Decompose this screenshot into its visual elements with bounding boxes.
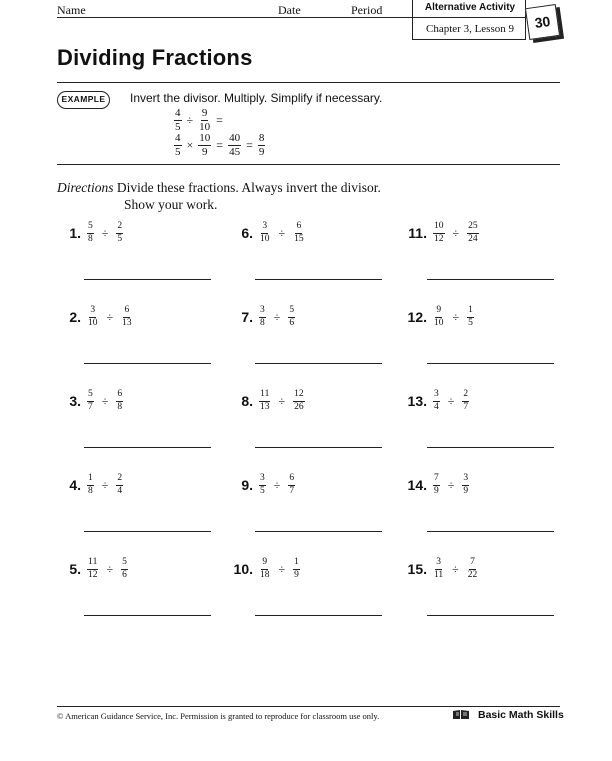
denominator: 5 xyxy=(175,146,181,158)
fraction-dividend xyxy=(259,558,271,580)
answer-line[interactable] xyxy=(255,615,382,616)
problem-number: 6. xyxy=(241,225,253,241)
example-instruction: Invert the divisor. Multiply. Simplify if necessary. xyxy=(130,91,383,105)
answer-line[interactable] xyxy=(427,363,554,364)
problem-number: 8. xyxy=(241,393,253,409)
fraction xyxy=(174,108,182,133)
answer-line[interactable] xyxy=(427,447,554,448)
answer-line[interactable] xyxy=(84,363,211,364)
numerator: 5 xyxy=(288,306,295,318)
numerator: 5 xyxy=(87,390,94,402)
denominator: 5 xyxy=(468,317,473,328)
problem-4 xyxy=(57,474,123,496)
numerator: 4 xyxy=(175,107,181,119)
denominator: 4 xyxy=(434,401,439,412)
example-badge: EXAMPLE xyxy=(57,91,110,109)
fraction xyxy=(258,133,266,158)
fraction-divisor xyxy=(467,306,474,328)
denominator: 7 xyxy=(289,485,295,496)
date-label: Date xyxy=(278,3,301,17)
fraction-divisor xyxy=(116,222,123,244)
equals-sign: = xyxy=(216,113,223,127)
fraction-divisor xyxy=(293,390,305,412)
divide-sign: ÷ xyxy=(101,477,109,492)
problem-14 xyxy=(400,474,469,496)
denominator: 9 xyxy=(258,146,265,158)
fraction-divisor xyxy=(121,306,133,328)
denominator: 6 xyxy=(122,569,127,580)
denominator: 4 xyxy=(117,485,123,496)
denominator: 12 xyxy=(434,233,444,244)
answer-line[interactable] xyxy=(427,615,554,616)
fraction-divisor xyxy=(467,222,479,244)
divide-sign: ÷ xyxy=(186,113,194,127)
numerator: 7 xyxy=(469,558,476,570)
answer-line[interactable] xyxy=(84,447,211,448)
numerator: 6 xyxy=(295,222,302,234)
activity-box xyxy=(412,0,526,40)
divide-sign: ÷ xyxy=(101,393,109,408)
problem-number: 2. xyxy=(69,309,81,325)
divide-sign: ÷ xyxy=(106,561,114,576)
numerator: 10 xyxy=(433,222,445,234)
fraction-dividend xyxy=(259,222,271,244)
problem-number: 1. xyxy=(69,225,81,241)
problem-6 xyxy=(228,222,305,244)
numerator: 3 xyxy=(433,390,440,402)
numerator: 3 xyxy=(462,474,469,486)
problem-3 xyxy=(57,390,123,412)
fraction-dividend xyxy=(87,306,99,328)
answer-line[interactable] xyxy=(255,447,382,448)
denominator: 12 xyxy=(88,569,98,580)
numerator: 2 xyxy=(116,222,123,234)
title-rule xyxy=(57,82,560,83)
problem-number: 4. xyxy=(69,477,81,493)
denominator: 5 xyxy=(117,233,123,244)
denominator: 9 xyxy=(202,146,208,158)
fraction-divisor xyxy=(116,474,123,496)
problem-5 xyxy=(57,558,128,580)
numerator: 40 xyxy=(229,132,241,144)
divide-sign: ÷ xyxy=(447,477,455,492)
problem-number: 5. xyxy=(69,561,81,577)
denominator: 24 xyxy=(468,233,478,244)
problem-7 xyxy=(228,306,295,328)
answer-line[interactable] xyxy=(427,279,554,280)
fraction-divisor xyxy=(293,222,305,244)
fraction-divisor xyxy=(293,558,300,580)
numerator: 9 xyxy=(435,306,442,318)
fraction-dividend xyxy=(259,390,271,412)
fraction xyxy=(198,133,211,158)
problem-10 xyxy=(228,558,300,580)
denominator: 8 xyxy=(117,401,123,412)
copyright-notice: © American Guidance Service, Inc. Permission is granted to reproduce for classroom use only. xyxy=(57,711,380,721)
denominator: 9 xyxy=(463,485,469,496)
fraction-dividend xyxy=(433,558,444,580)
divide-sign: ÷ xyxy=(273,477,281,492)
numerator: 12 xyxy=(293,390,305,402)
numerator: 10 xyxy=(199,132,211,144)
fraction-divisor xyxy=(288,306,295,328)
footer-rule xyxy=(57,706,560,707)
denominator: 6 xyxy=(289,317,295,328)
denominator: 5 xyxy=(260,485,265,496)
numerator: 11 xyxy=(87,558,98,570)
problem-number: 11. xyxy=(408,225,427,241)
divide-sign: ÷ xyxy=(278,393,286,408)
fraction-divisor xyxy=(116,390,123,412)
book-title: Basic Math Skills xyxy=(478,709,564,721)
denominator: 7 xyxy=(463,401,469,412)
answer-line[interactable] xyxy=(84,531,211,532)
denominator: 10 xyxy=(434,317,444,328)
divide-sign: ÷ xyxy=(273,309,281,324)
activity-number-badge: 30 xyxy=(525,4,560,40)
problem-1 xyxy=(57,222,123,244)
multiply-sign: × xyxy=(186,138,194,152)
problem-2 xyxy=(57,306,133,328)
fraction xyxy=(198,108,211,133)
answer-line[interactable] xyxy=(255,531,382,532)
problem-12 xyxy=(400,306,474,328)
book-icon xyxy=(452,709,470,720)
numerator: 2 xyxy=(462,390,469,402)
activity-title: Alternative Activity xyxy=(424,2,516,13)
problem-number: 9. xyxy=(241,477,253,493)
fraction-dividend xyxy=(259,474,266,496)
denominator: 8 xyxy=(88,485,93,496)
denominator: 22 xyxy=(467,569,478,580)
answer-line[interactable] xyxy=(427,531,554,532)
answer-line[interactable] xyxy=(255,279,382,280)
divide-sign: ÷ xyxy=(452,309,460,324)
denominator: 26 xyxy=(294,401,304,412)
period-label: Period xyxy=(351,3,383,17)
numerator: 25 xyxy=(467,222,479,234)
directions-label: Directions xyxy=(57,180,114,195)
numerator: 1 xyxy=(87,474,94,486)
divide-sign: ÷ xyxy=(101,225,109,240)
directions-line-1: Divide these fractions. Always invert the divisor. xyxy=(116,180,381,195)
numerator: 1 xyxy=(293,558,300,570)
fraction-dividend xyxy=(87,474,94,496)
fraction-divisor xyxy=(288,474,295,496)
numerator: 4 xyxy=(175,132,181,144)
example-line-2 xyxy=(174,133,265,158)
fraction-dividend xyxy=(87,222,94,244)
denominator: 8 xyxy=(88,233,93,244)
fraction-dividend xyxy=(433,474,440,496)
fraction-dividend xyxy=(433,306,445,328)
fraction-dividend xyxy=(259,306,266,328)
denominator: 11 xyxy=(434,569,444,580)
numerator: 5 xyxy=(121,558,128,570)
denominator: 10 xyxy=(260,233,270,244)
answer-line[interactable] xyxy=(84,615,211,616)
divide-sign: ÷ xyxy=(106,309,114,324)
problem-13 xyxy=(400,390,469,412)
denominator: 8 xyxy=(260,317,265,328)
denominator: 45 xyxy=(229,146,241,158)
numerator: 3 xyxy=(261,222,268,234)
divide-sign: ÷ xyxy=(452,561,459,576)
numerator: 2 xyxy=(116,474,123,486)
fraction-dividend xyxy=(433,222,445,244)
problem-11 xyxy=(400,222,479,244)
denominator: 10 xyxy=(88,317,98,328)
problem-number: 14. xyxy=(407,477,427,493)
directions xyxy=(57,179,381,197)
fraction-divisor xyxy=(462,390,469,412)
fraction-dividend xyxy=(87,390,94,412)
numerator: 3 xyxy=(259,474,266,486)
fraction-dividend xyxy=(433,390,440,412)
problem-15 xyxy=(400,558,478,580)
fraction xyxy=(228,133,241,158)
problem-number: 15. xyxy=(407,561,427,577)
chapter-lesson: Chapter 3, Lesson 9 xyxy=(426,23,514,35)
numerator: 7 xyxy=(433,474,440,486)
example-line-1 xyxy=(174,108,223,133)
numerator: 9 xyxy=(261,558,268,570)
fraction-divisor xyxy=(462,474,469,496)
problem-8 xyxy=(228,390,305,412)
fraction xyxy=(174,133,182,158)
divide-sign: ÷ xyxy=(447,393,455,408)
problem-number: 10. xyxy=(233,561,253,577)
numerator: 5 xyxy=(87,222,94,234)
denominator: 9 xyxy=(294,569,299,580)
denominator: 18 xyxy=(260,569,270,580)
directions-line-2: Show your work. xyxy=(124,197,218,212)
denominator: 9 xyxy=(434,485,439,496)
fraction-dividend xyxy=(87,558,99,580)
numerator: 6 xyxy=(288,474,295,486)
numerator: 6 xyxy=(116,390,123,402)
numerator: 8 xyxy=(258,132,265,144)
example-rule xyxy=(57,164,560,165)
numerator: 6 xyxy=(123,306,130,318)
fraction-divisor xyxy=(121,558,128,580)
denominator: 10 xyxy=(199,121,211,133)
divide-sign: ÷ xyxy=(452,225,460,240)
numerator: 3 xyxy=(435,558,442,570)
answer-line[interactable] xyxy=(84,279,211,280)
fraction-divisor xyxy=(467,558,479,580)
denominator: 5 xyxy=(175,121,181,133)
equals-sign: = xyxy=(246,138,253,152)
problem-9 xyxy=(228,474,295,496)
numerator: 9 xyxy=(201,107,208,119)
denominator: 15 xyxy=(294,233,304,244)
denominator: 13 xyxy=(122,317,132,328)
activity-divider xyxy=(413,17,527,18)
problem-number: 13. xyxy=(407,393,427,409)
divide-sign: ÷ xyxy=(278,561,286,576)
page-title: Dividing Fractions xyxy=(57,45,253,70)
problem-number: 3. xyxy=(69,393,81,409)
name-label: Name xyxy=(57,3,86,17)
denominator: 13 xyxy=(260,401,270,412)
numerator: 11 xyxy=(259,390,270,402)
answer-line[interactable] xyxy=(255,363,382,364)
numerator: 3 xyxy=(259,306,266,318)
numerator: 3 xyxy=(89,306,96,318)
divide-sign: ÷ xyxy=(278,225,286,240)
equals-sign: = xyxy=(216,138,224,152)
denominator: 7 xyxy=(88,401,93,412)
problem-number: 12. xyxy=(407,309,427,325)
numerator: 1 xyxy=(467,306,474,318)
problem-number: 7. xyxy=(241,309,253,325)
